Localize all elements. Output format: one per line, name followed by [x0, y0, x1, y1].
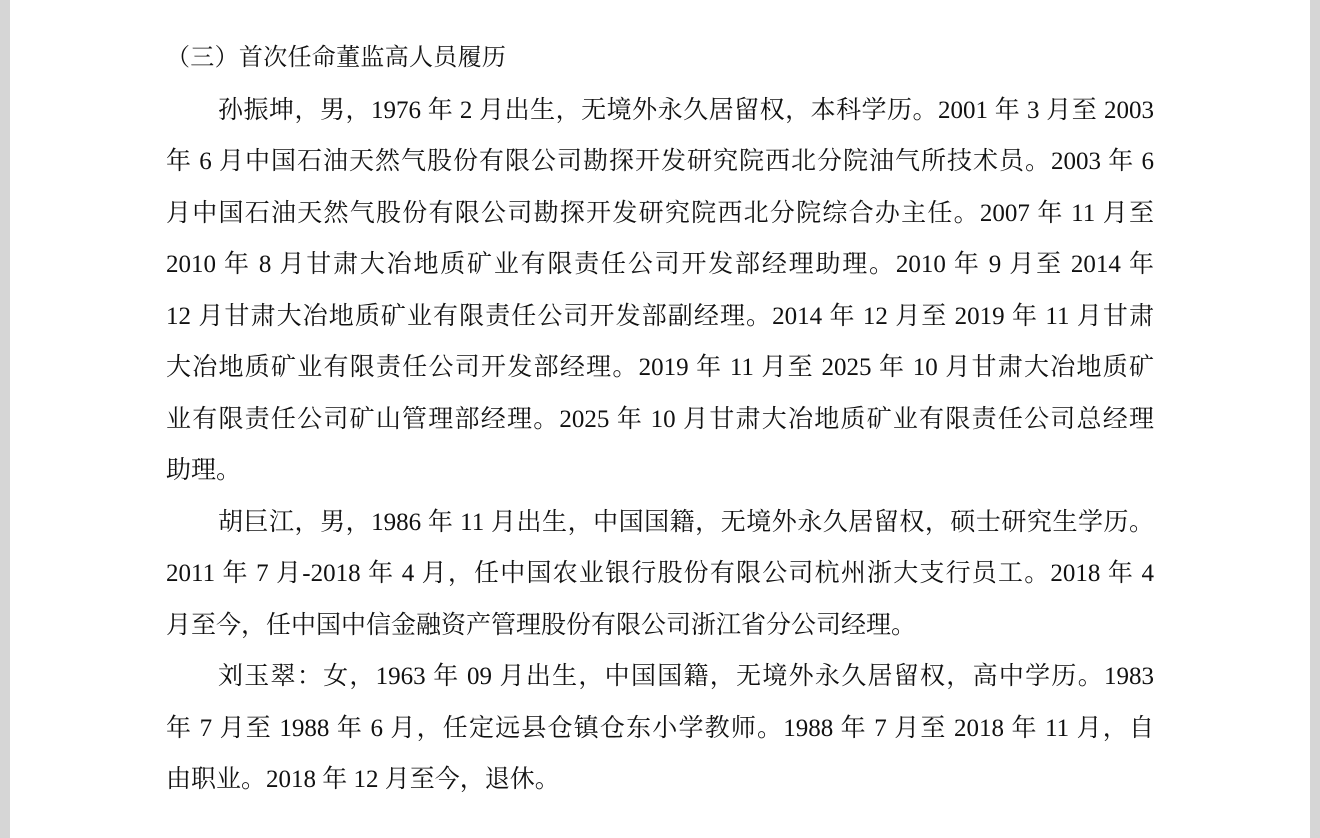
document-content [166, 33, 1154, 806]
paragraph-hu-jujiang [166, 497, 1154, 652]
paragraph-line: 孙振坤，男，1976 年 2 月出生，无境外永久居留权，本科学历。2001 年 3 月至 2003 [218, 96, 1154, 124]
section-heading: （三）首次任命董监高人员履历 [166, 45, 507, 71]
paragraph-line: 12 月甘肃大冶地质矿业有限责任公司开发部副经理。2014 年 12 月至 2019 年 11 月甘肃 [166, 302, 1154, 330]
paragraph-line: 月至今，任中国中信金融资产管理股份有限公司浙江省分公司经理。 [166, 611, 917, 639]
paragraph-line: 2010 年 8 月甘肃大冶地质矿业有限责任公司开发部经理助理。2010 年 9 月至 2014 年 [166, 251, 1154, 278]
document-page [10, 0, 1310, 838]
paragraph-line: 月中国石油天然气股份有限公司勘探开发研究院西北分院综合办主任。2007 年 11 月至 [166, 199, 1154, 227]
paragraph-line: 胡巨江，男，1986 年 11 月出生，中国国籍，无境外永久居留权，硕士研究生学历。 [218, 508, 1154, 536]
paragraph-line: 大冶地质矿业有限责任公司开发部经理。2019 年 11 月至 2025 年 10 月甘肃大冶地质矿 [166, 354, 1154, 381]
paragraph-line: 业有限责任公司矿山管理部经理。2025 年 10 月甘肃大冶地质矿业有限责任公司总经理 [166, 405, 1154, 433]
paragraph-line: 刘玉翠：女，1963 年 09 月出生，中国国籍，无境外永久居留权，高中学历。1983 [218, 663, 1154, 690]
paragraph-line: 年 7 月至 1988 年 6 月，任定远县仓镇仓东小学教师。1988 年 7 月至 2018 年 11 月，自 [166, 714, 1154, 742]
paragraph-line: 助理。 [166, 457, 242, 484]
paragraph-sun-zhenkun [166, 85, 1154, 497]
paragraph-line: 2011 年 7 月-2018 年 4 月，任中国农业银行股份有限公司杭州浙大支行员工。2018 年 4 [166, 560, 1154, 587]
paragraph-line: 年 6 月中国石油天然气股份有限公司勘探开发研究院西北分院油气所技术员。2003 年 6 [166, 148, 1154, 175]
paragraph-line: 由职业。2018 年 12 月至今，退休。 [166, 766, 560, 793]
paragraph-liu-yucui [166, 651, 1154, 806]
